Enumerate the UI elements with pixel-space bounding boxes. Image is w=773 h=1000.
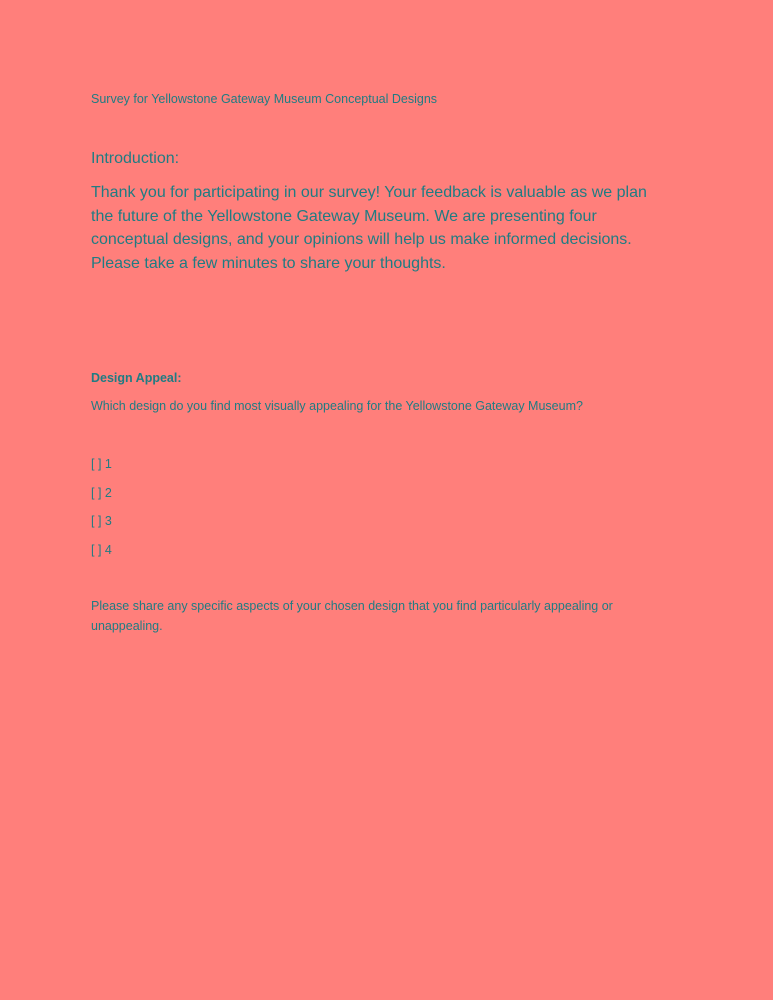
design-option-3[interactable]: [ ] 3	[91, 514, 112, 528]
design-option-2[interactable]: [ ] 2	[91, 485, 112, 500]
design-feedback-prompt: Please share any specific aspects of your chosen design that you find particularly appealing or unappealing.	[91, 599, 613, 633]
document-title: Survey for Yellowstone Gateway Museum Conceptual Designs	[91, 92, 438, 106]
design-appeal-heading: Design Appeal:	[91, 371, 182, 385]
introduction-body: Thank you for participating in our survey! Your feedback is valuable as we plan the future of the Yellowstone Gateway Museum. We are presenting four conceptual designs, and your opinions will help us make informed decisions. Please take a few minutes to share your thoughts.	[91, 184, 647, 272]
design-options-list	[91, 456, 112, 570]
design-appeal-question: Which design do you find most visually appealing for the Yellowstone Gateway Museum?	[91, 399, 583, 413]
introduction-heading: Introduction:	[91, 150, 180, 167]
design-option-1[interactable]: [ ] 1	[91, 457, 112, 471]
design-option-4[interactable]: [ ] 4	[91, 542, 112, 557]
